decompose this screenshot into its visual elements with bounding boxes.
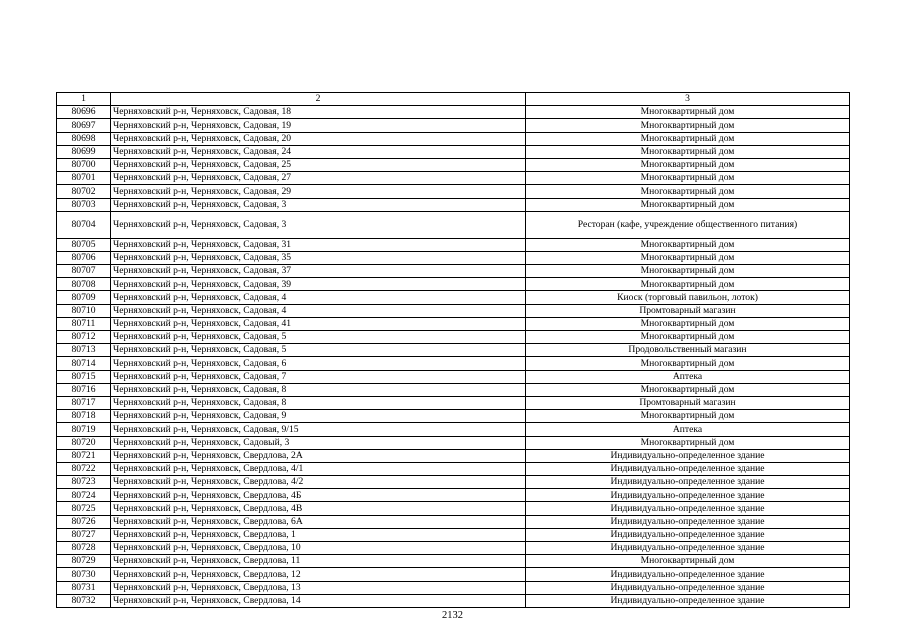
address-cell: Черняховский р-н, Черняховск, Свердлова, 10 [111, 542, 526, 555]
table-row [57, 132, 850, 145]
object-type-cell: Многоквартирный дом [526, 383, 850, 396]
address-cell: Черняховский р-н, Черняховск, Свердлова, 4Б [111, 489, 526, 502]
object-type-cell: Продовольственный магазин [526, 344, 850, 357]
address-cell: Черняховский р-н, Черняховск, Садовая, 8 [111, 383, 526, 396]
row-number-cell: 80717 [57, 396, 111, 409]
table-row [57, 238, 850, 251]
table-row [57, 198, 850, 211]
table-row [57, 449, 850, 462]
object-type-cell: Индивидуально-определенное здание [526, 528, 850, 541]
address-cell: Черняховский р-н, Черняховск, Садовая, 5 [111, 344, 526, 357]
table-row [57, 462, 850, 475]
table-row [57, 370, 850, 383]
row-number-cell: 80719 [57, 423, 111, 436]
table-row [57, 396, 850, 409]
table-row [57, 489, 850, 502]
row-number-cell: 80700 [57, 158, 111, 171]
row-number-cell: 80711 [57, 317, 111, 330]
object-type-cell: Многоквартирный дом [526, 158, 850, 171]
row-number-cell: 80703 [57, 198, 111, 211]
address-cell: Черняховский р-н, Черняховск, Свердлова, 2А [111, 449, 526, 462]
object-type-cell: Индивидуально-определенное здание [526, 515, 850, 528]
row-number-cell: 80708 [57, 278, 111, 291]
table-row [57, 304, 850, 317]
row-number-cell: 80707 [57, 265, 111, 278]
address-cell: Черняховский р-н, Черняховск, Садовая, 20 [111, 132, 526, 145]
row-number-cell: 80697 [57, 119, 111, 132]
table-row [57, 185, 850, 198]
address-cell: Черняховский р-н, Черняховск, Садовая, 3 [111, 198, 526, 211]
object-type-cell: Многоквартирный дом [526, 238, 850, 251]
table-row [57, 542, 850, 555]
address-cell: Черняховский р-н, Черняховск, Садовая, 4 [111, 291, 526, 304]
object-type-cell: Индивидуально-определенное здание [526, 449, 850, 462]
address-cell: Черняховский р-н, Черняховск, Садовая, 29 [111, 185, 526, 198]
table-header-row [57, 93, 850, 106]
row-number-cell: 80710 [57, 304, 111, 317]
row-number-cell: 80727 [57, 528, 111, 541]
address-cell: Черняховский р-н, Черняховск, Садовая, 25 [111, 158, 526, 171]
row-number-cell: 80714 [57, 357, 111, 370]
table-row [57, 502, 850, 515]
table-row [57, 172, 850, 185]
object-type-cell: Индивидуально-определенное здание [526, 502, 850, 515]
object-type-cell: Индивидуально-определенное здание [526, 462, 850, 475]
address-cell: Черняховский р-н, Черняховск, Свердлова, 1 [111, 528, 526, 541]
page-number: 2132 [442, 610, 463, 621]
row-number-cell: 80706 [57, 251, 111, 264]
row-number-cell: 80724 [57, 489, 111, 502]
object-type-cell: Многоквартирный дом [526, 185, 850, 198]
address-cell: Черняховский р-н, Черняховск, Садовая, 7 [111, 370, 526, 383]
table-row [57, 278, 850, 291]
row-number-cell: 80718 [57, 410, 111, 423]
row-number-cell: 80722 [57, 462, 111, 475]
object-type-cell: Многоквартирный дом [526, 198, 850, 211]
table-row [57, 317, 850, 330]
address-cell: Черняховский р-н, Черняховск, Свердлова, 4В [111, 502, 526, 515]
object-type-cell: Индивидуально-определенное здание [526, 542, 850, 555]
row-number-cell: 80720 [57, 436, 111, 449]
object-type-cell: Многоквартирный дом [526, 331, 850, 344]
object-type-cell: Многоквартирный дом [526, 317, 850, 330]
table-body [57, 106, 850, 608]
address-cell: Черняховский р-н, Черняховск, Садовая, 37 [111, 265, 526, 278]
object-type-cell: Многоквартирный дом [526, 172, 850, 185]
column-header-3: 3 [526, 93, 850, 106]
address-cell: Черняховский р-н, Черняховск, Садовая, 18 [111, 106, 526, 119]
object-type-cell: Многоквартирный дом [526, 357, 850, 370]
row-number-cell: 80702 [57, 185, 111, 198]
table-row [57, 568, 850, 581]
address-cell: Черняховский р-н, Черняховск, Садовая, 9 [111, 410, 526, 423]
row-number-cell: 80712 [57, 331, 111, 344]
object-type-cell: Индивидуально-определенное здание [526, 581, 850, 594]
table-row [57, 145, 850, 158]
column-header-1: 1 [57, 93, 111, 106]
row-number-cell: 80701 [57, 172, 111, 185]
object-type-cell: Многоквартирный дом [526, 265, 850, 278]
row-number-cell: 80730 [57, 568, 111, 581]
address-cell: Черняховский р-н, Черняховск, Свердлова, 12 [111, 568, 526, 581]
address-cell: Черняховский р-н, Черняховск, Садовая, 19 [111, 119, 526, 132]
object-type-cell: Многоквартирный дом [526, 278, 850, 291]
object-type-cell: Ресторан (кафе, учреждение общественного питания) [526, 211, 850, 238]
object-type-cell: Аптека [526, 370, 850, 383]
address-cell: Черняховский р-н, Черняховск, Свердлова, 13 [111, 581, 526, 594]
table-row [57, 344, 850, 357]
table-row [57, 251, 850, 264]
object-type-cell: Многоквартирный дом [526, 410, 850, 423]
object-type-cell: Многоквартирный дом [526, 251, 850, 264]
address-cell: Черняховский р-н, Черняховск, Садовая, 35 [111, 251, 526, 264]
object-type-cell: Киоск (торговый павильон, лоток) [526, 291, 850, 304]
table-row [57, 106, 850, 119]
address-cell: Черняховский р-н, Черняховск, Садовая, 8 [111, 396, 526, 409]
table-row [57, 594, 850, 607]
object-type-cell: Индивидуально-определенное здание [526, 489, 850, 502]
object-type-cell: Промтоварный магазин [526, 304, 850, 317]
row-number-cell: 80732 [57, 594, 111, 607]
row-number-cell: 80696 [57, 106, 111, 119]
address-cell: Черняховский р-н, Черняховск, Свердлова, 14 [111, 594, 526, 607]
table-row [57, 265, 850, 278]
table-row [57, 515, 850, 528]
table-row [57, 410, 850, 423]
address-cell: Черняховский р-н, Черняховск, Садовая, 3 [111, 211, 526, 238]
address-cell: Черняховский р-н, Черняховск, Садовая, 39 [111, 278, 526, 291]
row-number-cell: 80698 [57, 132, 111, 145]
row-number-cell: 80723 [57, 476, 111, 489]
table-row [57, 581, 850, 594]
row-number-cell: 80716 [57, 383, 111, 396]
row-number-cell: 80728 [57, 542, 111, 555]
object-type-cell: Многоквартирный дом [526, 106, 850, 119]
table-row [57, 119, 850, 132]
object-type-cell: Индивидуально-определенное здание [526, 476, 850, 489]
address-cell: Черняховский р-н, Черняховск, Садовая, 5 [111, 331, 526, 344]
table-row [57, 331, 850, 344]
row-number-cell: 80705 [57, 238, 111, 251]
row-number-cell: 80731 [57, 581, 111, 594]
table-row [57, 436, 850, 449]
column-header-2: 2 [111, 93, 526, 106]
table-row [57, 476, 850, 489]
table-row [57, 528, 850, 541]
object-type-cell: Многоквартирный дом [526, 555, 850, 568]
row-number-cell: 80715 [57, 370, 111, 383]
object-type-cell: Многоквартирный дом [526, 132, 850, 145]
address-cell: Черняховский р-н, Черняховск, Садовая, 27 [111, 172, 526, 185]
property-table [56, 92, 850, 608]
address-cell: Черняховский р-н, Черняховск, Свердлова, 6А [111, 515, 526, 528]
table-row [57, 555, 850, 568]
table-row [57, 383, 850, 396]
object-type-cell: Аптека [526, 423, 850, 436]
table-row [57, 357, 850, 370]
object-type-cell: Индивидуально-определенное здание [526, 568, 850, 581]
row-number-cell: 80713 [57, 344, 111, 357]
address-cell: Черняховский р-н, Черняховск, Садовая, 31 [111, 238, 526, 251]
address-cell: Черняховский р-н, Черняховск, Садовая, 24 [111, 145, 526, 158]
row-number-cell: 80725 [57, 502, 111, 515]
address-cell: Черняховский р-н, Черняховск, Свердлова, 11 [111, 555, 526, 568]
address-cell: Черняховский р-н, Черняховск, Садовая, 9/15 [111, 423, 526, 436]
object-type-cell: Индивидуально-определенное здание [526, 594, 850, 607]
object-type-cell: Многоквартирный дом [526, 119, 850, 132]
row-number-cell: 80709 [57, 291, 111, 304]
row-number-cell: 80721 [57, 449, 111, 462]
row-number-cell: 80729 [57, 555, 111, 568]
object-type-cell: Многоквартирный дом [526, 436, 850, 449]
address-cell: Черняховский р-н, Черняховск, Садовая, 41 [111, 317, 526, 330]
table-row [57, 291, 850, 304]
address-cell: Черняховский р-н, Черняховск, Садовая, 4 [111, 304, 526, 317]
row-number-cell: 80704 [57, 211, 111, 238]
row-number-cell: 80699 [57, 145, 111, 158]
table-row [57, 423, 850, 436]
object-type-cell: Многоквартирный дом [526, 145, 850, 158]
object-type-cell: Промтоварный магазин [526, 396, 850, 409]
row-number-cell: 80726 [57, 515, 111, 528]
table-row [57, 158, 850, 171]
address-cell: Черняховский р-н, Черняховск, Свердлова, 4/1 [111, 462, 526, 475]
address-cell: Черняховский р-н, Черняховск, Свердлова, 4/2 [111, 476, 526, 489]
address-cell: Черняховский р-н, Черняховск, Садовая, 6 [111, 357, 526, 370]
address-cell: Черняховский р-н, Черняховск, Садовый, 3 [111, 436, 526, 449]
table-row [57, 211, 850, 238]
